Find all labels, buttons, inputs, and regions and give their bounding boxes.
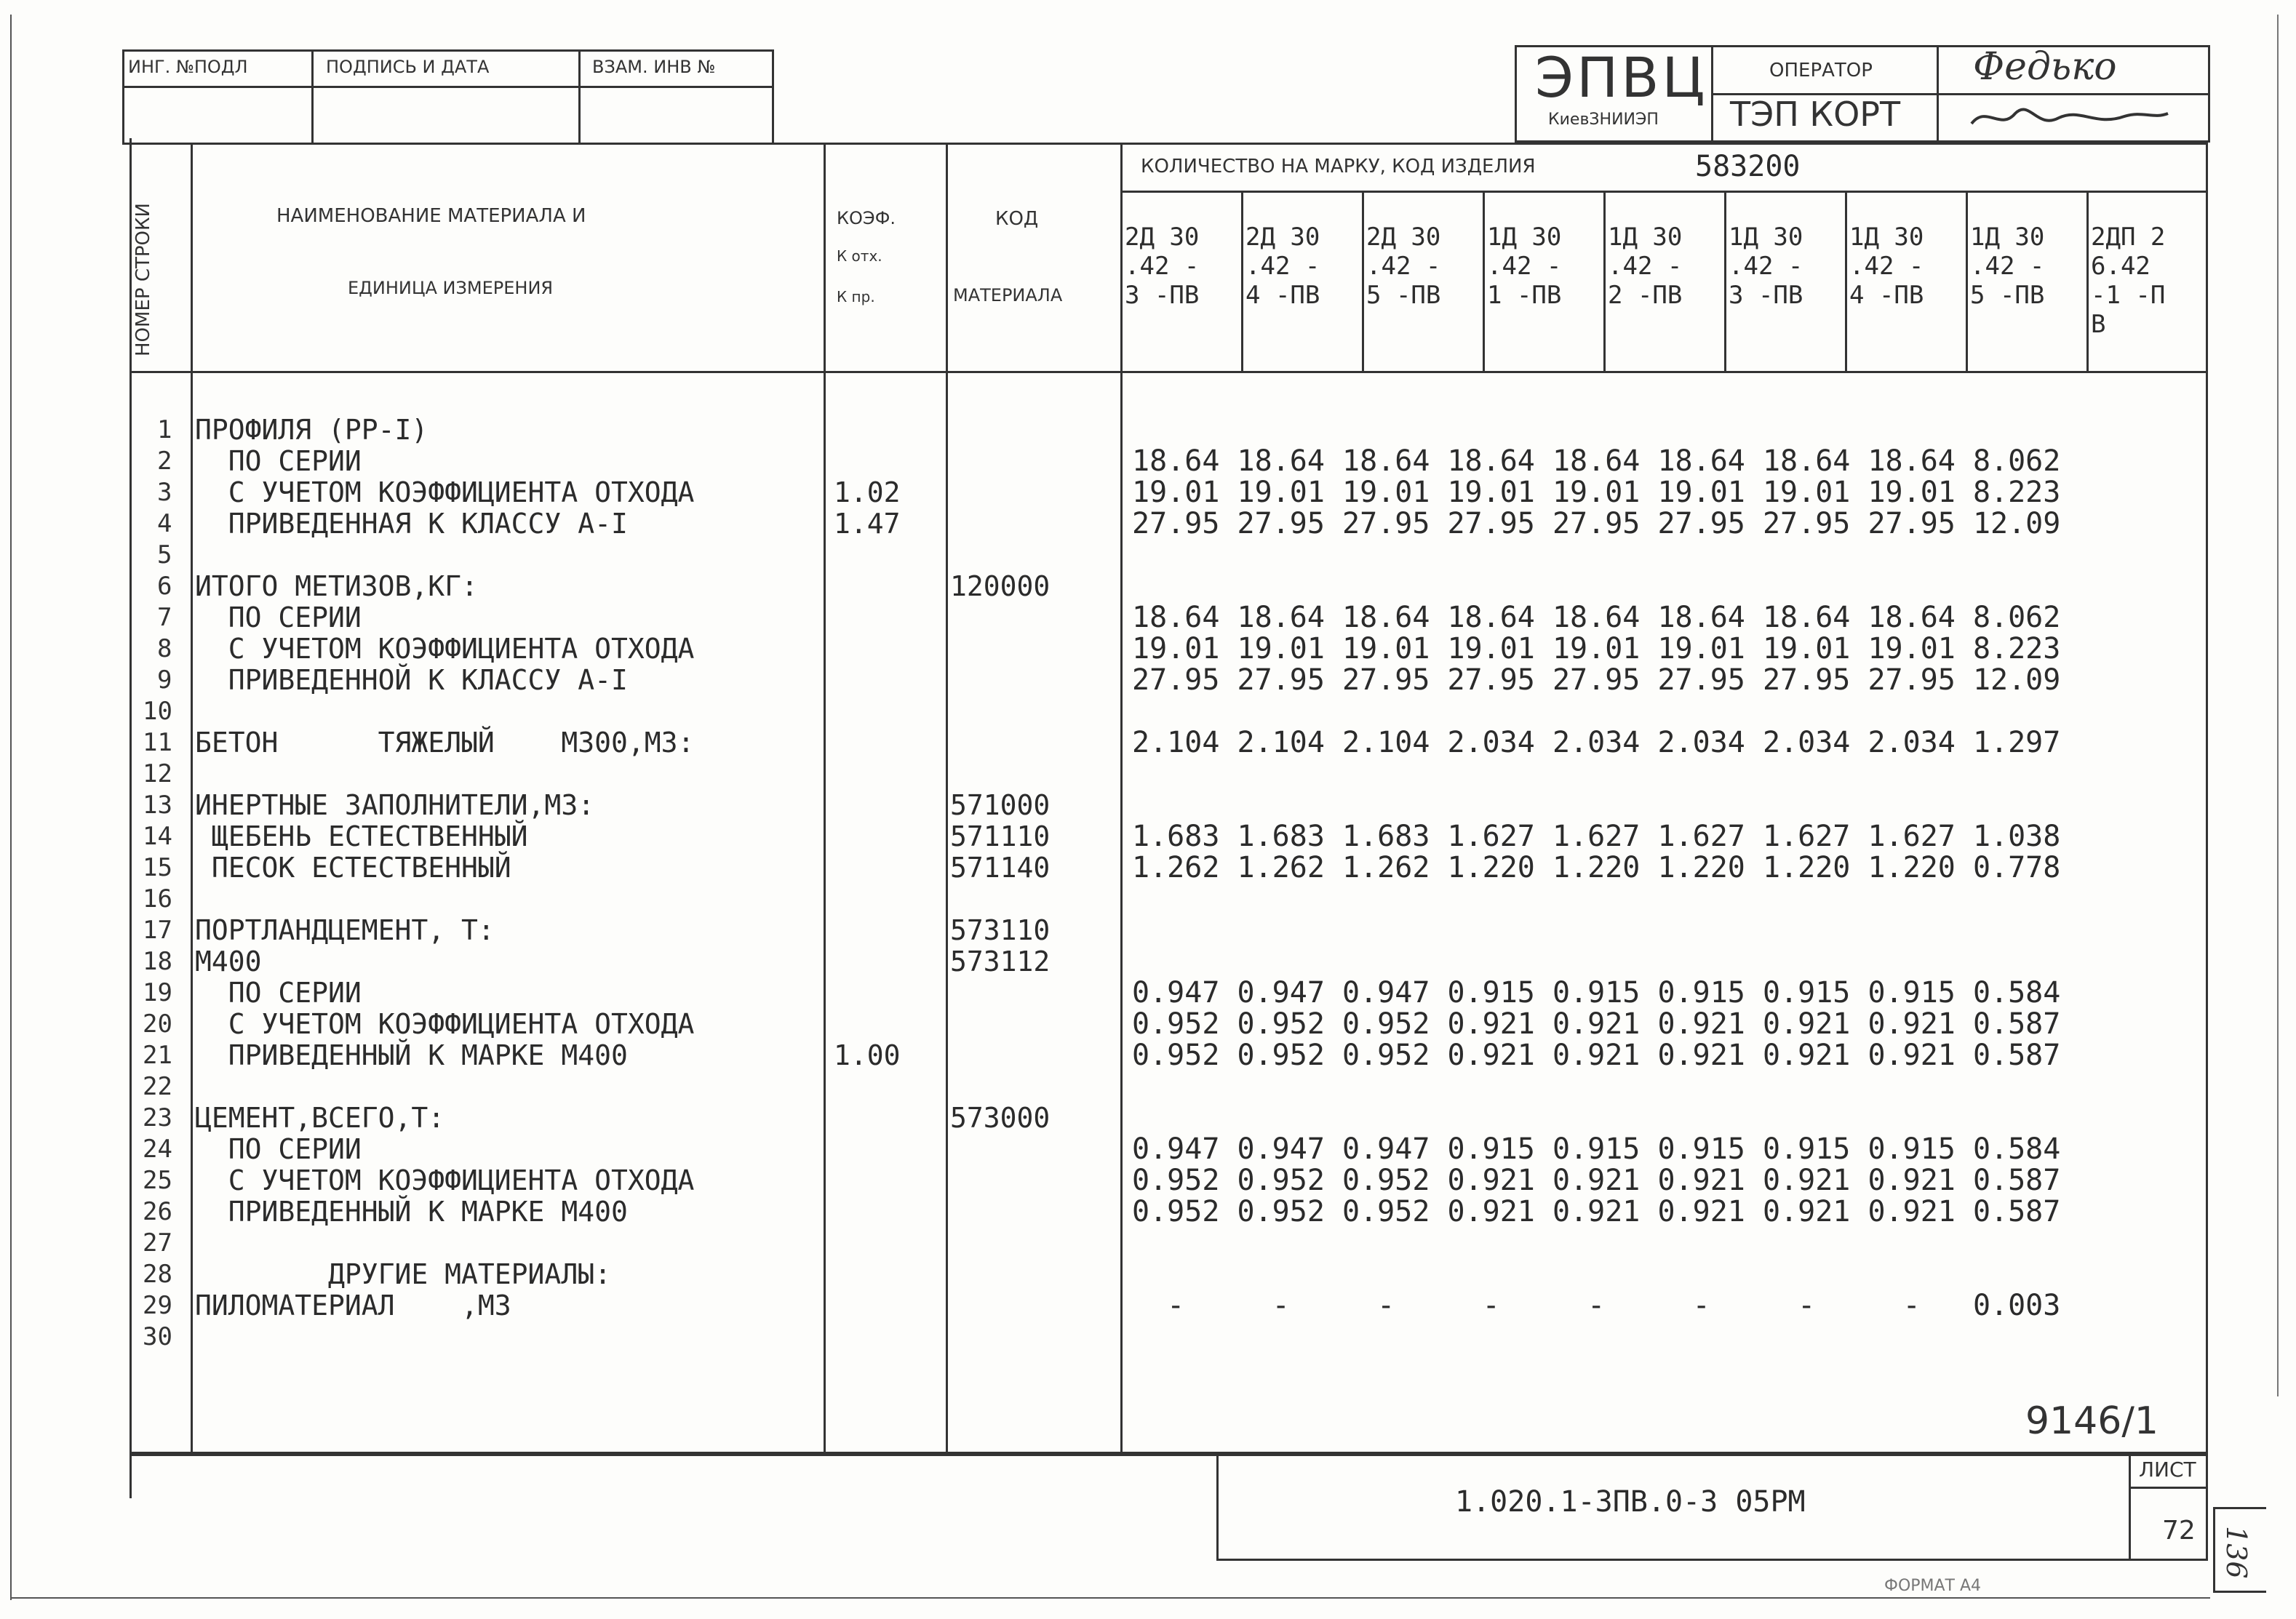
row-quantities: 1.262 1.262 1.262 1.220 1.220 1.220 1.220 1.220 0.778 (1132, 851, 2061, 884)
row-quantities: 27.95 27.95 27.95 27.95 27.95 27.95 27.95 27.95 12.09 (1132, 507, 2061, 540)
operator-label: ОПЕРАТОР (1769, 60, 1873, 81)
coef-header-line1: КОЭФ. (837, 208, 896, 228)
designation: 1.020.1-3ПВ.0-3 05РМ (1455, 1485, 1806, 1519)
col-header-6: 1Д 30 .42 - 3 -ПВ (1729, 223, 1803, 310)
row-material-code: 120000 (950, 570, 1051, 602)
row-quantities: 2.104 2.104 2.104 2.034 2.034 2.034 2.034 2.034 1.297 (1132, 726, 2061, 759)
row-number: 24 (143, 1135, 172, 1164)
row-number: 18 (143, 947, 172, 976)
sheet-number: 72 (2162, 1516, 2196, 1546)
col-header-4: 1Д 30 .42 - 1 -ПВ (1487, 223, 1562, 310)
row-number: 22 (143, 1072, 172, 1101)
row-number: 6 (157, 572, 172, 601)
row-material-name: ПО СЕРИИ (195, 977, 362, 1009)
row-material-code: 573000 (950, 1102, 1051, 1134)
name-header-line2: ЕДИНИЦА ИЗМЕРЕНИЯ (348, 278, 554, 298)
row-material-name: ИТОГО МЕТИЗОВ,КГ: (195, 570, 478, 602)
row-number: 9 (157, 665, 172, 695)
row-material-name: С УЧЕТОМ КОЭФФИЦИЕНТА ОТХОДА (195, 476, 695, 508)
row-material-code: 571140 (950, 852, 1051, 884)
row-quantities: 19.01 19.01 19.01 19.01 19.01 19.01 19.01 19.01 8.223 (1132, 632, 2061, 665)
row-quantities: 19.01 19.01 19.01 19.01 19.01 19.01 19.01 19.01 8.223 (1132, 476, 2061, 509)
row-material-name: ПОРТЛАНДЦЕМЕНТ, Т: (195, 914, 495, 946)
operator-name: Федько (1973, 45, 2117, 89)
row-material-name: БЕТОН ТЯЖЕЛЫЙ М300,М3: (195, 727, 695, 759)
col-header-8: 1Д 30 .42 - 5 -ПВ (1970, 223, 2045, 310)
row-material-code: 571110 (950, 820, 1051, 852)
format-label: ФОРМАТ А4 (1884, 1577, 1982, 1595)
item-code: 583200 (1695, 150, 1801, 183)
row-number: 29 (143, 1291, 172, 1320)
row-material-name: ПРИВЕДЕННАЯ К КЛАССУ А-I (195, 508, 628, 540)
doc-ref: 9146/1 (2025, 1399, 2159, 1443)
row-number: 13 (143, 791, 172, 820)
col-header-1: 2Д 30 .42 - 3 -ПВ (1125, 223, 1200, 310)
vzam-label: ВЗАМ. ИНВ № (592, 57, 716, 77)
row-number: 7 (157, 603, 172, 632)
row-number: 11 (143, 728, 172, 757)
row-material-name: ЩЕБЕНЬ ЕСТЕСТВЕННЫЙ (195, 820, 528, 852)
row-coefficient: 1.02 (834, 476, 901, 508)
col-header-7: 1Д 30 .42 - 4 -ПВ (1849, 223, 1924, 310)
qty-header-label: КОЛИЧЕСТВО НА МАРКУ, КОД ИЗДЕЛИЯ (1141, 156, 1536, 177)
side-number: 136 (2220, 1526, 2252, 1579)
row-quantities: 0.952 0.952 0.952 0.921 0.921 0.921 0.921 0.921 0.587 (1132, 1039, 2061, 1072)
col-header-3: 2Д 30 .42 - 5 -ПВ (1366, 223, 1441, 310)
row-material-name: С УЧЕТОМ КОЭФФИЦИЕНТА ОТХОДА (195, 1164, 695, 1196)
signature-scribble (1957, 97, 2175, 138)
row-material-name: ПО СЕРИИ (195, 601, 362, 633)
row-material-name: ЦЕМЕНТ,ВСЕГО,Т: (195, 1102, 445, 1134)
sheet-label: ЛИСТ (2139, 1458, 2196, 1482)
row-material-name: ПЕСОК ЕСТЕСТВЕННЫЙ (195, 852, 511, 884)
row-number: 17 (143, 916, 172, 945)
coef-header-line3: К пр. (837, 288, 875, 305)
row-quantities: - - - - - - - - 0.003 (1132, 1289, 2061, 1322)
row-quantities: 18.64 18.64 18.64 18.64 18.64 18.64 18.64 18.64 8.062 (1132, 601, 2061, 634)
name-header-line1: НАИМЕНОВАНИЕ МАТЕРИАЛА И (276, 205, 586, 227)
row-material-name: ИНЕРТНЫЕ ЗАПОЛНИТЕЛИ,М3: (195, 789, 595, 821)
row-material-name: ПО СЕРИИ (195, 1133, 362, 1165)
row-number: 3 (157, 478, 172, 507)
row-number: 10 (143, 697, 172, 726)
row-quantities: 0.952 0.952 0.952 0.921 0.921 0.921 0.921 0.921 0.587 (1132, 1195, 2061, 1228)
code-header-line1: КОД (995, 208, 1039, 230)
row-material-name: М400 (195, 946, 262, 978)
row-number-header: НОМЕР СТРОКИ (132, 203, 154, 356)
row-number: 4 (157, 509, 172, 538)
sign-label: ПОДПИСЬ И ДАТА (326, 57, 490, 77)
row-quantities: 0.952 0.952 0.952 0.921 0.921 0.921 0.921 0.921 0.587 (1132, 1164, 2061, 1197)
row-number: 5 (157, 540, 172, 569)
row-number: 27 (143, 1228, 172, 1258)
row-number: 16 (143, 884, 172, 914)
row-number: 15 (143, 853, 172, 882)
row-number: 30 (143, 1322, 172, 1351)
row-quantities: 0.947 0.947 0.947 0.915 0.915 0.915 0.915 0.915 0.584 (1132, 976, 2061, 1010)
col-header-5: 1Д 30 .42 - 2 -ПВ (1608, 223, 1683, 310)
row-quantities: 0.952 0.952 0.952 0.921 0.921 0.921 0.921 0.921 0.587 (1132, 1007, 2061, 1041)
row-material-name: ПИЛОМАТЕРИАЛ ,М3 (195, 1290, 511, 1322)
col-header-9: 2ДП 2 6.42 -1 -П В (2091, 223, 2166, 339)
org-small: КиевЗНИИЭП (1548, 111, 1659, 129)
row-coefficient: 1.00 (834, 1039, 901, 1071)
row-number: 20 (143, 1010, 172, 1039)
row-quantities: 27.95 27.95 27.95 27.95 27.95 27.95 27.95 27.95 12.09 (1132, 663, 2061, 697)
row-material-name: С УЧЕТОМ КОЭФФИЦИЕНТА ОТХОДА (195, 1008, 695, 1040)
row-coefficient: 1.47 (834, 508, 901, 540)
col-header-2: 2Д 30 .42 - 4 -ПВ (1245, 223, 1320, 310)
row-quantities: 1.683 1.683 1.683 1.627 1.627 1.627 1.627 1.627 1.038 (1132, 820, 2061, 853)
row-material-name: ПРИВЕДЕННОЙ К КЛАССУ А-I (195, 664, 628, 696)
row-number: 2 (157, 447, 172, 476)
row-material-name: ДРУГИЕ МАТЕРИАЛЫ: (195, 1258, 611, 1290)
row-number: 25 (143, 1166, 172, 1195)
row-quantities: 0.947 0.947 0.947 0.915 0.915 0.915 0.915 0.915 0.584 (1132, 1132, 2061, 1166)
row-number: 19 (143, 978, 172, 1007)
org-big: ЭПВЦ (1535, 45, 1708, 110)
row-number: 28 (143, 1260, 172, 1289)
row-number: 14 (143, 822, 172, 851)
row-material-code: 573112 (950, 946, 1051, 978)
row-material-name: ПРИВЕДЕННЫЙ К МАРКЕ М400 (195, 1196, 628, 1228)
inv-label: ИНГ. №ПОДЛ (128, 57, 248, 77)
row-number: 23 (143, 1103, 172, 1132)
row-material-name: ПРОФИЛЯ (РР-I) (195, 414, 428, 446)
row-number: 8 (157, 634, 172, 663)
row-material-name: С УЧЕТОМ КОЭФФИЦИЕНТА ОТХОДА (195, 633, 695, 665)
row-number: 1 (157, 415, 172, 444)
coef-header-line2: К отх. (837, 247, 882, 265)
row-material-code: 573110 (950, 914, 1051, 946)
row-material-name: ПО СЕРИИ (195, 445, 362, 477)
row-number: 21 (143, 1041, 172, 1070)
code-header-line2: МАТЕРИАЛА (953, 285, 1063, 305)
row-material-code: 571000 (950, 789, 1051, 821)
row-number: 12 (143, 759, 172, 788)
row-quantities: 18.64 18.64 18.64 18.64 18.64 18.64 18.64 18.64 8.062 (1132, 444, 2061, 478)
program-name: ТЭП КОРТ (1730, 95, 1901, 134)
row-number: 26 (143, 1197, 172, 1226)
row-material-name: ПРИВЕДЕННЫЙ К МАРКЕ М400 (195, 1039, 628, 1071)
